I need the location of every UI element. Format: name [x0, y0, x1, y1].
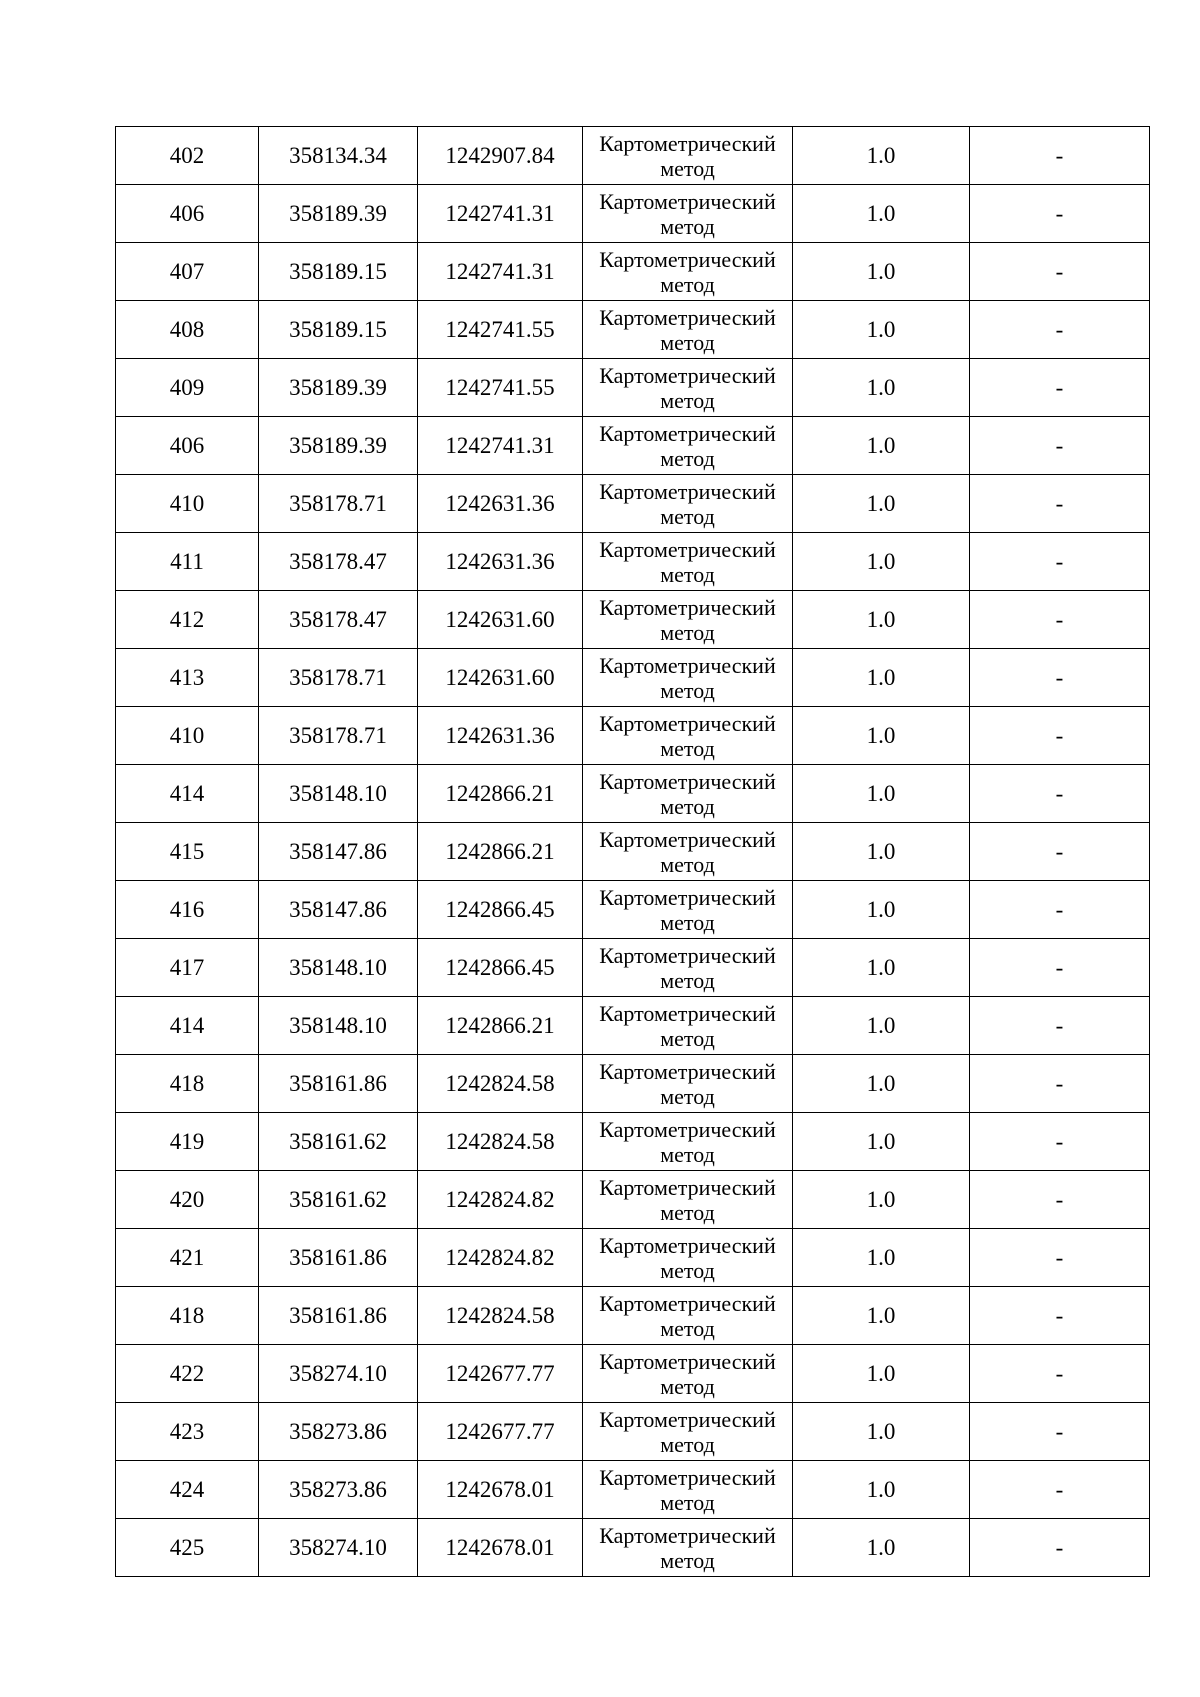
x-coordinate-cell: 358161.86: [259, 1229, 418, 1287]
x-coordinate-cell: 358274.10: [259, 1345, 418, 1403]
method-line-2: метод: [660, 793, 715, 819]
accuracy-cell: 1.0: [793, 765, 970, 823]
method-line-2: метод: [660, 1141, 715, 1167]
x-coordinate-cell: 358273.86: [259, 1461, 418, 1519]
point-number-cell: 409: [116, 359, 259, 417]
x-coordinate-cell: 358147.86: [259, 881, 418, 939]
method-cell: [583, 1519, 793, 1577]
x-coordinate-cell: 358189.15: [259, 301, 418, 359]
accuracy-cell: 1.0: [793, 1287, 970, 1345]
y-coordinate-cell: 1242824.82: [418, 1171, 583, 1229]
y-coordinate-cell: 1242741.31: [418, 185, 583, 243]
method-line-2: метод: [660, 735, 715, 761]
method-line-1: Картометрический: [599, 536, 776, 562]
point-number-cell: 414: [116, 997, 259, 1055]
note-cell: -: [970, 301, 1150, 359]
method-cell: [583, 475, 793, 533]
table-row: [116, 881, 1150, 939]
point-number-cell: 418: [116, 1287, 259, 1345]
x-coordinate-cell: 358161.62: [259, 1113, 418, 1171]
table-row: [116, 533, 1150, 591]
table-row: [116, 1345, 1150, 1403]
accuracy-cell: 1.0: [793, 533, 970, 591]
table-row: [116, 939, 1150, 997]
note-cell: -: [970, 185, 1150, 243]
method-line-2: метод: [660, 213, 715, 239]
note-cell: -: [970, 1229, 1150, 1287]
method-line-1: Картометрический: [599, 652, 776, 678]
point-number-cell: 418: [116, 1055, 259, 1113]
method-line-1: Картометрический: [599, 942, 776, 968]
method-cell: [583, 243, 793, 301]
method-line-1: Картометрический: [599, 420, 776, 446]
point-number-cell: 423: [116, 1403, 259, 1461]
accuracy-cell: 1.0: [793, 1113, 970, 1171]
note-cell: -: [970, 939, 1150, 997]
y-coordinate-cell: 1242907.84: [418, 127, 583, 185]
x-coordinate-cell: 358178.71: [259, 475, 418, 533]
note-cell: -: [970, 1403, 1150, 1461]
method-cell: [583, 707, 793, 765]
accuracy-cell: 1.0: [793, 649, 970, 707]
x-coordinate-cell: 358148.10: [259, 997, 418, 1055]
method-line-1: Картометрический: [599, 1232, 776, 1258]
method-line-2: метод: [660, 561, 715, 587]
table-row: [116, 823, 1150, 881]
y-coordinate-cell: 1242631.36: [418, 533, 583, 591]
accuracy-cell: 1.0: [793, 939, 970, 997]
table-row: [116, 1171, 1150, 1229]
x-coordinate-cell: 358148.10: [259, 939, 418, 997]
method-cell: [583, 301, 793, 359]
method-cell: [583, 1461, 793, 1519]
coordinates-table: [115, 126, 1150, 1577]
y-coordinate-cell: 1242741.31: [418, 417, 583, 475]
method-line-2: метод: [660, 1373, 715, 1399]
method-cell: [583, 881, 793, 939]
point-number-cell: 408: [116, 301, 259, 359]
accuracy-cell: 1.0: [793, 475, 970, 533]
x-coordinate-cell: 358161.86: [259, 1055, 418, 1113]
accuracy-cell: 1.0: [793, 301, 970, 359]
note-cell: -: [970, 359, 1150, 417]
table-row: [116, 765, 1150, 823]
method-cell: [583, 1287, 793, 1345]
point-number-cell: 410: [116, 475, 259, 533]
point-number-cell: 416: [116, 881, 259, 939]
table-row: [116, 301, 1150, 359]
method-line-1: Картометрический: [599, 1058, 776, 1084]
point-number-cell: 422: [116, 1345, 259, 1403]
note-cell: -: [970, 881, 1150, 939]
table-row: [116, 243, 1150, 301]
method-line-1: Картометрический: [599, 478, 776, 504]
table-row: [116, 1519, 1150, 1577]
table-row: [116, 1403, 1150, 1461]
method-cell: [583, 649, 793, 707]
point-number-cell: 425: [116, 1519, 259, 1577]
point-number-cell: 411: [116, 533, 259, 591]
y-coordinate-cell: 1242741.55: [418, 301, 583, 359]
note-cell: -: [970, 1461, 1150, 1519]
y-coordinate-cell: 1242866.45: [418, 939, 583, 997]
point-number-cell: 402: [116, 127, 259, 185]
x-coordinate-cell: 358189.15: [259, 243, 418, 301]
x-coordinate-cell: 358178.71: [259, 707, 418, 765]
accuracy-cell: 1.0: [793, 1055, 970, 1113]
method-line-1: Картометрический: [599, 130, 776, 156]
method-line-1: Картометрический: [599, 1290, 776, 1316]
method-line-1: Картометрический: [599, 826, 776, 852]
method-line-2: метод: [660, 967, 715, 993]
y-coordinate-cell: 1242741.31: [418, 243, 583, 301]
method-line-1: Картометрический: [599, 1116, 776, 1142]
x-coordinate-cell: 358178.47: [259, 591, 418, 649]
point-number-cell: 415: [116, 823, 259, 881]
method-line-2: метод: [660, 619, 715, 645]
x-coordinate-cell: 358147.86: [259, 823, 418, 881]
note-cell: -: [970, 1171, 1150, 1229]
method-line-1: Картометрический: [599, 362, 776, 388]
method-line-1: Картометрический: [599, 1406, 776, 1432]
coordinates-table-body: [116, 127, 1150, 1577]
table-row: [116, 359, 1150, 417]
y-coordinate-cell: 1242631.60: [418, 649, 583, 707]
note-cell: -: [970, 1345, 1150, 1403]
y-coordinate-cell: 1242741.55: [418, 359, 583, 417]
accuracy-cell: 1.0: [793, 185, 970, 243]
method-line-1: Картометрический: [599, 1174, 776, 1200]
method-line-2: метод: [660, 1489, 715, 1515]
point-number-cell: 406: [116, 417, 259, 475]
y-coordinate-cell: 1242631.36: [418, 707, 583, 765]
method-line-2: метод: [660, 1547, 715, 1573]
method-line-2: метод: [660, 329, 715, 355]
accuracy-cell: 1.0: [793, 1461, 970, 1519]
method-line-2: метод: [660, 155, 715, 181]
point-number-cell: 413: [116, 649, 259, 707]
note-cell: -: [970, 1113, 1150, 1171]
note-cell: -: [970, 417, 1150, 475]
x-coordinate-cell: 358273.86: [259, 1403, 418, 1461]
method-cell: [583, 1403, 793, 1461]
method-line-2: метод: [660, 387, 715, 413]
table-row: [116, 1461, 1150, 1519]
note-cell: -: [970, 1519, 1150, 1577]
y-coordinate-cell: 1242824.58: [418, 1287, 583, 1345]
accuracy-cell: 1.0: [793, 997, 970, 1055]
accuracy-cell: 1.0: [793, 1229, 970, 1287]
method-cell: [583, 591, 793, 649]
method-line-2: метод: [660, 1199, 715, 1225]
point-number-cell: 414: [116, 765, 259, 823]
point-number-cell: 407: [116, 243, 259, 301]
table-row: [116, 1287, 1150, 1345]
accuracy-cell: 1.0: [793, 1403, 970, 1461]
method-cell: [583, 823, 793, 881]
y-coordinate-cell: 1242824.58: [418, 1113, 583, 1171]
point-number-cell: 410: [116, 707, 259, 765]
method-cell: [583, 1171, 793, 1229]
accuracy-cell: 1.0: [793, 417, 970, 475]
y-coordinate-cell: 1242631.36: [418, 475, 583, 533]
table-row: [116, 185, 1150, 243]
method-line-1: Картометрический: [599, 594, 776, 620]
method-cell: [583, 359, 793, 417]
y-coordinate-cell: 1242866.45: [418, 881, 583, 939]
x-coordinate-cell: 358189.39: [259, 359, 418, 417]
method-line-2: метод: [660, 503, 715, 529]
note-cell: -: [970, 997, 1150, 1055]
method-line-2: метод: [660, 1083, 715, 1109]
x-coordinate-cell: 358274.10: [259, 1519, 418, 1577]
x-coordinate-cell: 358178.71: [259, 649, 418, 707]
method-cell: [583, 939, 793, 997]
point-number-cell: 419: [116, 1113, 259, 1171]
method-line-2: метод: [660, 909, 715, 935]
x-coordinate-cell: 358148.10: [259, 765, 418, 823]
method-cell: [583, 417, 793, 475]
method-line-2: метод: [660, 677, 715, 703]
method-cell: [583, 533, 793, 591]
accuracy-cell: 1.0: [793, 1171, 970, 1229]
y-coordinate-cell: 1242677.77: [418, 1403, 583, 1461]
method-line-1: Картометрический: [599, 1522, 776, 1548]
table-row: [116, 1229, 1150, 1287]
point-number-cell: 421: [116, 1229, 259, 1287]
method-cell: [583, 127, 793, 185]
method-line-2: метод: [660, 1315, 715, 1341]
method-line-2: метод: [660, 851, 715, 877]
table-row: [116, 1055, 1150, 1113]
method-cell: [583, 185, 793, 243]
method-line-1: Картометрический: [599, 768, 776, 794]
y-coordinate-cell: 1242866.21: [418, 823, 583, 881]
y-coordinate-cell: 1242678.01: [418, 1461, 583, 1519]
accuracy-cell: 1.0: [793, 359, 970, 417]
method-line-1: Картометрический: [599, 246, 776, 272]
note-cell: -: [970, 1055, 1150, 1113]
method-line-1: Картометрический: [599, 1000, 776, 1026]
y-coordinate-cell: 1242866.21: [418, 765, 583, 823]
method-line-1: Картометрический: [599, 710, 776, 736]
note-cell: -: [970, 707, 1150, 765]
y-coordinate-cell: 1242824.58: [418, 1055, 583, 1113]
method-line-2: метод: [660, 445, 715, 471]
note-cell: -: [970, 823, 1150, 881]
method-cell: [583, 1055, 793, 1113]
accuracy-cell: 1.0: [793, 823, 970, 881]
method-line-2: метод: [660, 271, 715, 297]
method-line-1: Картометрический: [599, 304, 776, 330]
accuracy-cell: 1.0: [793, 1345, 970, 1403]
x-coordinate-cell: 358189.39: [259, 185, 418, 243]
table-row: [116, 127, 1150, 185]
note-cell: -: [970, 475, 1150, 533]
x-coordinate-cell: 358189.39: [259, 417, 418, 475]
x-coordinate-cell: 358161.86: [259, 1287, 418, 1345]
note-cell: -: [970, 127, 1150, 185]
method-line-1: Картометрический: [599, 1464, 776, 1490]
y-coordinate-cell: 1242678.01: [418, 1519, 583, 1577]
method-line-1: Картометрический: [599, 884, 776, 910]
point-number-cell: 417: [116, 939, 259, 997]
note-cell: -: [970, 591, 1150, 649]
note-cell: -: [970, 1287, 1150, 1345]
method-cell: [583, 997, 793, 1055]
x-coordinate-cell: 358134.34: [259, 127, 418, 185]
accuracy-cell: 1.0: [793, 591, 970, 649]
x-coordinate-cell: 358178.47: [259, 533, 418, 591]
method-line-2: метод: [660, 1431, 715, 1457]
note-cell: -: [970, 533, 1150, 591]
y-coordinate-cell: 1242631.60: [418, 591, 583, 649]
y-coordinate-cell: 1242866.21: [418, 997, 583, 1055]
table-row: [116, 1113, 1150, 1171]
point-number-cell: 420: [116, 1171, 259, 1229]
method-cell: [583, 1229, 793, 1287]
method-line-1: Картометрический: [599, 188, 776, 214]
y-coordinate-cell: 1242677.77: [418, 1345, 583, 1403]
accuracy-cell: 1.0: [793, 707, 970, 765]
method-cell: [583, 1345, 793, 1403]
table-row: [116, 997, 1150, 1055]
accuracy-cell: 1.0: [793, 881, 970, 939]
x-coordinate-cell: 358161.62: [259, 1171, 418, 1229]
table-row: [116, 591, 1150, 649]
point-number-cell: 412: [116, 591, 259, 649]
method-cell: [583, 1113, 793, 1171]
note-cell: -: [970, 243, 1150, 301]
note-cell: -: [970, 649, 1150, 707]
table-row: [116, 649, 1150, 707]
point-number-cell: 406: [116, 185, 259, 243]
point-number-cell: 424: [116, 1461, 259, 1519]
accuracy-cell: 1.0: [793, 1519, 970, 1577]
method-line-2: метод: [660, 1025, 715, 1051]
accuracy-cell: 1.0: [793, 243, 970, 301]
method-line-2: метод: [660, 1257, 715, 1283]
table-row: [116, 475, 1150, 533]
table-row: [116, 707, 1150, 765]
method-line-1: Картометрический: [599, 1348, 776, 1374]
note-cell: -: [970, 765, 1150, 823]
table-row: [116, 417, 1150, 475]
y-coordinate-cell: 1242824.82: [418, 1229, 583, 1287]
accuracy-cell: 1.0: [793, 127, 970, 185]
method-cell: [583, 765, 793, 823]
